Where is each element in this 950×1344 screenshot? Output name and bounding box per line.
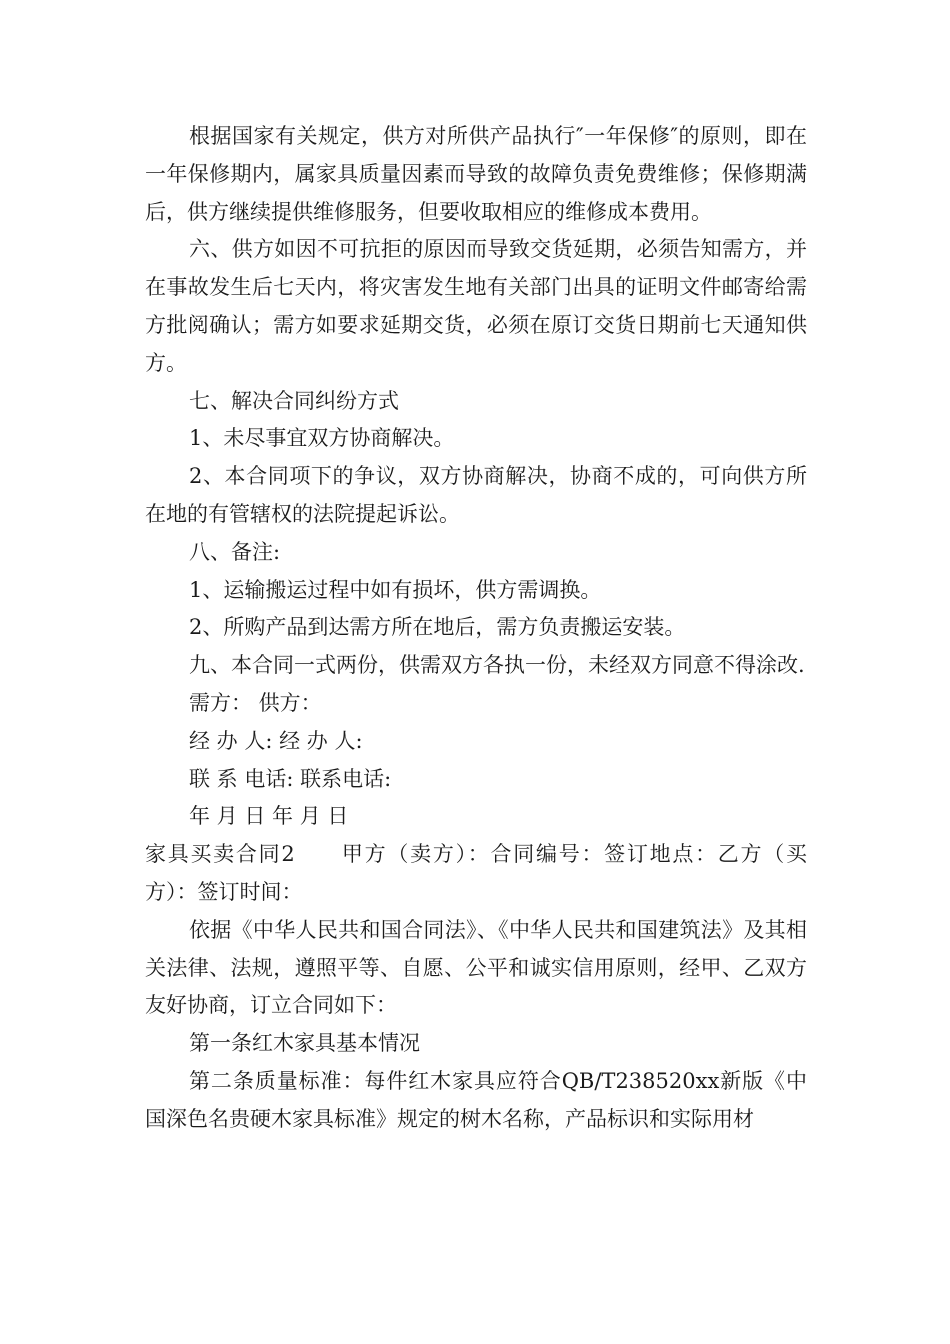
paragraph-clause-8-item-2: 2、所购产品到达需方所在地后，需方负责搬运安装。: [189, 615, 686, 640]
document-page: [145, 118, 807, 1139]
paragraph-clause-7-item-1: 1、未尽事宜双方协商解决。: [189, 426, 455, 451]
paragraph-clause-7-heading: 七、解决合同纠纷方式: [189, 388, 399, 413]
paragraph-warranty: 根据国家有关规定，供方对所供产品执行″一年保修″的原则，即在一年保修期内，属家具质量因素而导致的故障负责免费维修；保修期满后，供方继续提供维修服务，但要收取相应的维修成本费用。: [145, 124, 807, 224]
paragraph-clause-7-item-2: 2、本合同项下的争议，双方协商解决，协商不成的，可向供方所在地的有管辖权的法院提起诉讼。: [145, 464, 807, 526]
paragraph-legal-basis: 依据《中华人民共和国合同法》、《中华人民共和国建筑法》及其相关法律、法规，遵照平等、自愿、公平和诚实信用原则，经甲、乙双方友好协商，订立合同如下：: [145, 917, 807, 1018]
signature-parties: 需方： 供方：: [189, 690, 322, 715]
signature-handlers: 经 办 人: 经 办 人:: [189, 728, 363, 753]
paragraph-clause-8-heading: 八、备注:: [189, 539, 281, 564]
signature-phones: 联 系 电话: 联系电话:: [189, 766, 392, 791]
article-2-quality-standard: 第二条质量标准：每件红木家具应符合QB/T238520xx新版《中国深色名贵硬木家具标准》规定的树木名称，产品标识和实际用材: [145, 1068, 807, 1131]
contract-2-header: 家具买卖合同2 甲方（卖方）：合同编号：签订地点：乙方（买方）：签订时间：: [145, 842, 807, 904]
paragraph-clause-9-copies: 九、本合同一式两份，供需双方各执一份，未经双方同意不得涂改.: [189, 653, 805, 678]
paragraph-clause-6-delay: 六、供方如因不可抗拒的原因而导致交货延期，必须告知需方，并在事故发生后七天内，将灾害发生地有关部门出具的证明文件邮寄给需方批阅确认；需方如要求延期交货，必须在原订交货日期前七天通知供方。: [145, 237, 807, 375]
article-1-heading: 第一条红木家具基本情况: [189, 1031, 420, 1056]
signature-dates: 年 月 日 年 月 日: [189, 804, 349, 829]
paragraph-clause-8-item-1: 1、运输搬运过程中如有损坏，供方需调换。: [189, 577, 602, 602]
